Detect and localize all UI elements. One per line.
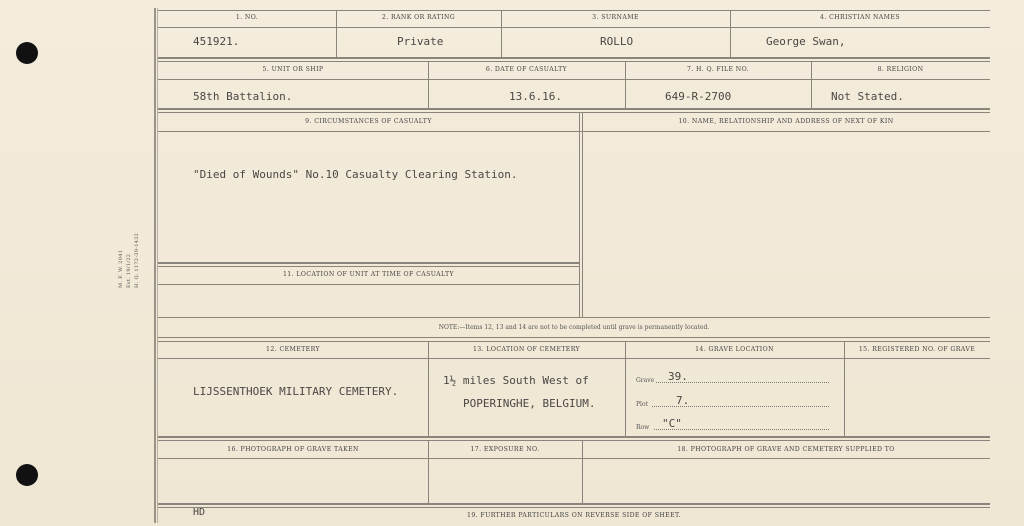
header-religion: 8. RELIGION	[877, 66, 924, 73]
punch-hole-bottom	[16, 464, 38, 486]
value-hq: 649-R-2700	[665, 90, 732, 103]
value-initials: HD	[193, 507, 206, 518]
header-circumstances: 9. CIRCUMSTANCES OF CASUALTY	[305, 118, 432, 125]
header-kin: 10. NAME, RELATIONSHIP AND ADDRESS OF NEXT OF KIN	[678, 118, 894, 125]
value-circumstances: "Died of Wounds" No.10 Casualty Clearing Station.	[193, 168, 518, 181]
value-cemetery: LIJSSENTHOEK MILITARY CEMETERY.	[193, 385, 399, 398]
header-registered: 15. REGISTERED NO. OF GRAVE	[858, 346, 976, 353]
grave-label: Grave	[636, 377, 655, 384]
header-hq: 7. H. Q. FILE NO.	[686, 66, 750, 73]
form-code-line: M. F. W. 2041	[118, 249, 124, 288]
header-photo-supplied: 18. PHOTOGRAPH OF GRAVE AND CEMETERY SUPPLIED TO	[677, 446, 895, 453]
row-value: "C"	[662, 417, 682, 430]
note: NOTE:—Items 12, 13 and 14 are not to be completed until grave is permanently located.	[438, 324, 710, 331]
header-photo-taken: 16. PHOTOGRAPH OF GRAVE TAKEN	[227, 446, 359, 453]
value-date: 13.6.16.	[509, 90, 562, 103]
row-label: Row	[636, 424, 650, 431]
header-christian: 4. CHRISTIAN NAMES	[820, 14, 900, 21]
value-surname: ROLLO	[600, 35, 634, 48]
plot-label: Plot	[636, 401, 648, 408]
value-rank: Private	[397, 35, 444, 48]
value-no: 451921.	[193, 35, 240, 48]
punch-hole-top	[16, 42, 38, 64]
header-date: 6. DATE OF CASUALTY	[485, 66, 568, 73]
value-religion: Not Stated.	[831, 90, 904, 103]
header-further: 19. FURTHER PARTICULARS ON REVERSE SIDE OF SHEET.	[466, 512, 681, 519]
form-code-line: Est. 19/1/22	[126, 253, 132, 288]
form-code	[118, 220, 158, 310]
header-rank: 2. RANK OR RATING	[381, 14, 456, 21]
header-cemetery: 12. CEMETERY	[266, 346, 320, 353]
header-surname: 3. SURNAME	[592, 14, 639, 21]
header-exposure: 17. EXPOSURE NO.	[470, 446, 540, 453]
grave-value: 39.	[668, 370, 688, 383]
header-no: 1. NO.	[235, 14, 259, 21]
value-unit: 58th Battalion.	[193, 90, 293, 103]
plot-value: 7.	[676, 394, 690, 407]
value-location-line1: 1½ miles South West of	[443, 374, 589, 387]
form-code-line: H. Q. 1172-39-1432	[134, 232, 140, 288]
header-location-cemetery: 13. LOCATION OF CEMETERY	[472, 346, 581, 353]
value-christian: George Swan,	[766, 35, 846, 48]
header-grave-location: 14. GRAVE LOCATION	[695, 346, 774, 353]
header-location-unit: 11. LOCATION OF UNIT AT TIME OF CASUALTY	[282, 271, 455, 278]
value-location-line2: POPERINGHE, BELGIUM.	[463, 397, 596, 410]
header-unit: 5. UNIT OR SHIP	[262, 66, 324, 73]
